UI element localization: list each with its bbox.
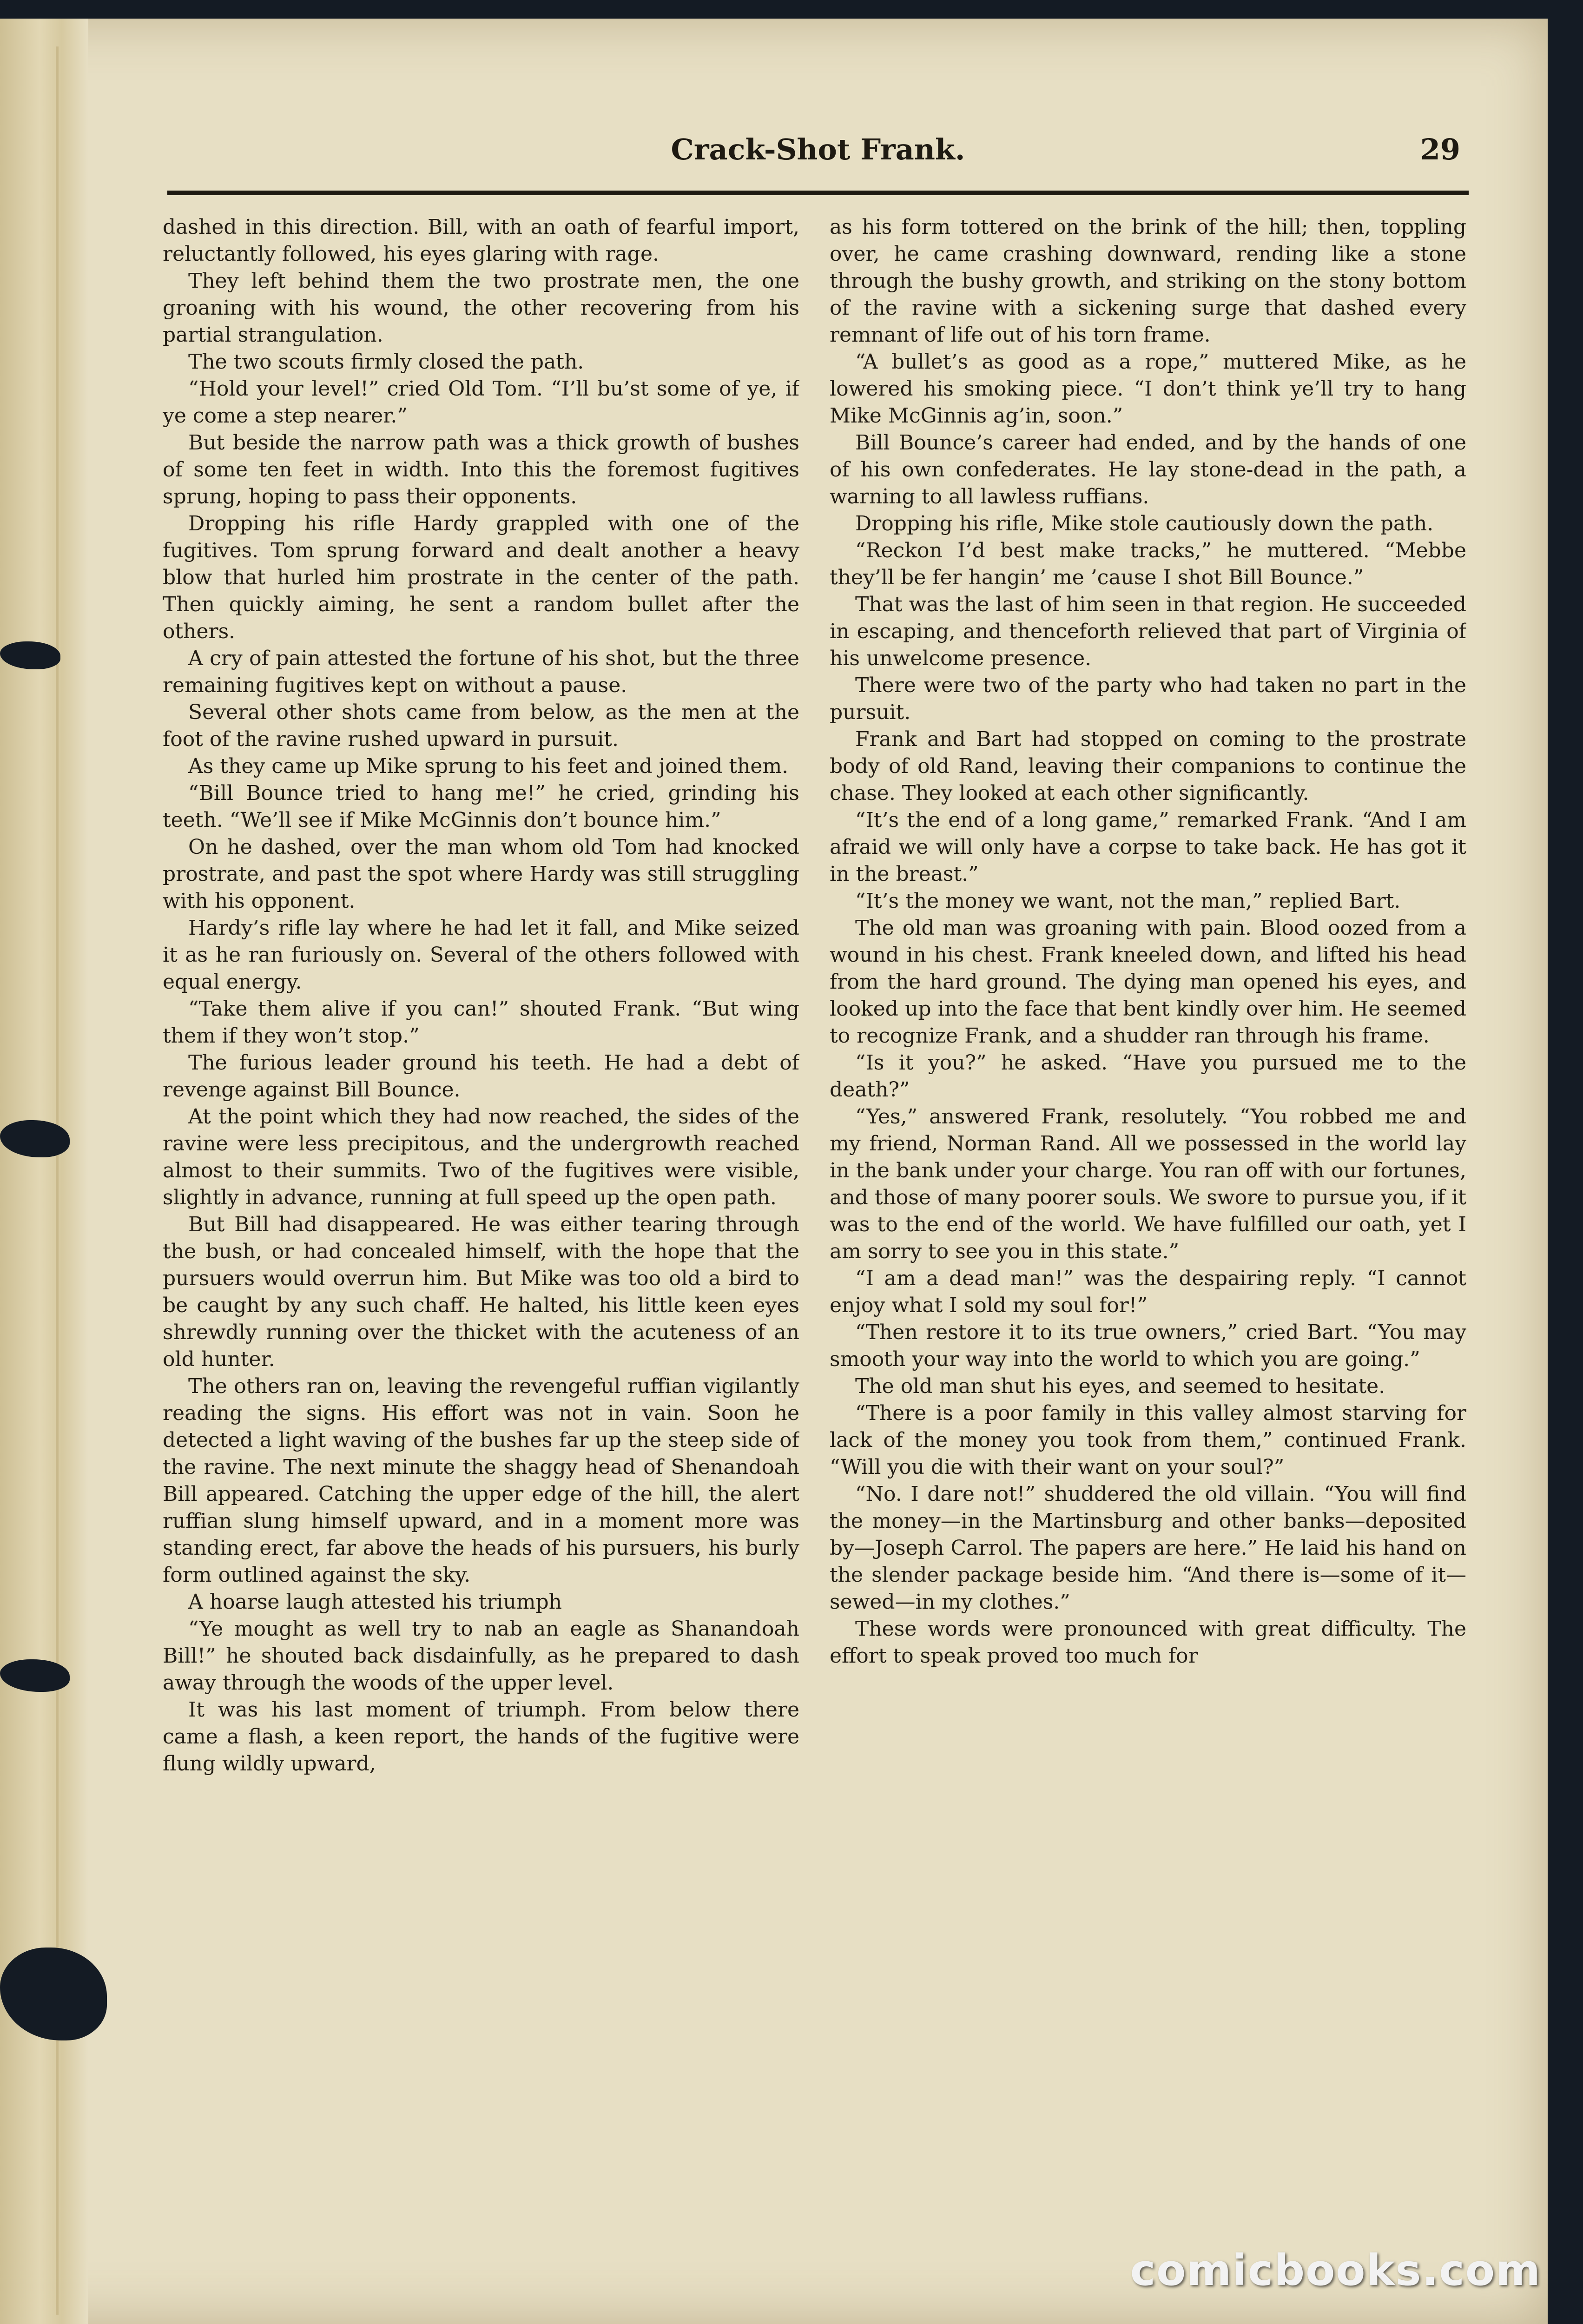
- page-number: 29: [1420, 132, 1460, 166]
- paragraph: They left behind them the two prostrate men, the one groaning with his wound, the other recovering from his partial strangulation.: [163, 269, 799, 347]
- paragraph: “Ye mought as well try to nab an eagle as Shanandoah Bill!” he shouted back disdainfully, as he prepared to dash away through the woods of the upper level.: [163, 1617, 799, 1695]
- paragraph: But beside the narrow path was a thick growth of bushes of some ten feet in width. Into this the foremost fugitives sprung, hoping to pass their opponents.: [163, 431, 799, 508]
- paragraph: The two scouts firmly closed the path.: [188, 350, 584, 374]
- paragraph: dashed in this direction. Bill, with an oath of fearful import, reluctantly followed, his eyes glaring with rage.: [163, 215, 799, 266]
- site-watermark: comicbooks.com: [1130, 2245, 1541, 2295]
- paragraph: The old man was groaning with pain. Blood oozed from a wound in his chest. Frank kneeled down, and lifted his head from the hard ground. The dying man opened his eyes, and looked up into the face that bent kindly over him. He seemed to recognize Frank, and a shudder ran through his frame.: [830, 916, 1466, 1048]
- paragraph: “Bill Bounce tried to hang me!” he cried, grinding his teeth. “We’ll see if Mike McGinnis don’t bounce him.”: [163, 781, 799, 832]
- paragraph: “Reckon I’d best make tracks,” he muttered. “Mebbe they’ll be fer hangin’ me ’cause I shot Bill Bounce.”: [830, 539, 1466, 589]
- paragraph: The furious leader ground his teeth. He had a debt of revenge against Bill Bounce.: [163, 1051, 799, 1102]
- paragraph: But Bill had disappeared. He was either tearing through the bush, or had concealed himself, with the hope that the pursuers would overrun him. But Mike was too old a bird to be caught by any such chaff. He halted, his little keen eyes shrewdly running over the thicket with the acuteness of an old hunter.: [163, 1213, 799, 1371]
- paragraph: “Then restore it to its true owners,” cried Bart. “You may smooth your way into the world to which you are going.”: [830, 1320, 1466, 1371]
- paragraph: Hardy’s rifle lay where he had let it fall, and Mike seized it as he ran furiously on. Several of the others followed with equal energy.: [163, 916, 799, 994]
- paragraph: Frank and Bart had stopped on coming to the prostrate body of old Rand, leaving their companions to continue the chase. They looked at each other significantly.: [830, 727, 1466, 805]
- paragraph: The old man shut his eyes, and seemed to hesitate.: [855, 1374, 1385, 1398]
- paragraph: “It’s the end of a long game,” remarked Frank. “And I am afraid we will only have a corpse to take back. He has got it in the breast.”: [830, 808, 1466, 886]
- paragraph: As they came up Mike sprung to his feet and joined them.: [188, 754, 789, 778]
- paragraph: On he dashed, over the man whom old Tom had knocked prostrate, and past the spot where Hardy was still struggling with his opponent.: [163, 835, 799, 913]
- paragraph: A cry of pain attested the fortune of his shot, but the three remaining fugitives kept on without a pause.: [163, 647, 799, 697]
- paragraph: “I am a dead man!” was the despairing reply. “I cannot enjoy what I sold my soul for!”: [830, 1267, 1466, 1317]
- running-title: Crack-Shot Frank.: [671, 132, 965, 166]
- paragraph: That was the last of him seen in that region. He succeeded in escaping, and thenceforth relieved that part of Virginia of his unwelcome presence.: [830, 593, 1466, 670]
- paragraph: “Is it you?” he asked. “Have you pursued me to the death?”: [830, 1051, 1466, 1102]
- paragraph: “Hold your level!” cried Old Tom. “I’ll bu’st some of ye, if ye come a step nearer.”: [163, 377, 799, 428]
- header-rule: [167, 191, 1469, 195]
- paragraph: Bill Bounce’s career had ended, and by the hands of one of his own confederates. He lay stone-dead in the path, a warning to all lawless ruffians.: [830, 431, 1466, 508]
- paragraph: These words were pronounced with great difficulty. The effort to speak proved too much for: [830, 1617, 1466, 1668]
- paragraph: “Take them alive if you can!” shouted Frank. “But wing them if they won’t stop.”: [163, 997, 799, 1048]
- paragraph: A hoarse laugh attested his triumph: [188, 1590, 562, 1614]
- paragraph: as his form tottered on the brink of the hill; then, toppling over, he came crashing downward, rending like a stone through the bushy growth, and striking on the stony bottom of the ravine with a sickening surge that dashed every remnant of life out of his torn frame.: [830, 215, 1466, 347]
- paragraph: “A bullet’s as good as a rope,” muttered Mike, as he lowered his smoking piece. “I don’t think ye’ll try to hang Mike McGinnis ag’in, soon.”: [830, 350, 1466, 428]
- paragraph: At the point which they had now reached, the sides of the ravine were less precipitous, and the undergrowth reached almost to their summits. Two of the fugitives were visible, slightly in advance, running at full speed up the open path.: [163, 1105, 799, 1209]
- paragraph: “It’s the money we want, not the man,” replied Bart.: [855, 889, 1401, 913]
- paragraph: “There is a poor family in this valley almost starving for lack of the money you took from them,” continued Frank. “Will you die with their want on your soul?”: [830, 1401, 1466, 1479]
- paragraph: Several other shots came from below, as the men at the foot of the ravine rushed upward in pursuit.: [163, 700, 799, 751]
- paragraph: The others ran on, leaving the revengeful ruffian vigilantly reading the signs. His effort was not in vain. Soon he detected a light waving of the bushes far up the steep side of the ravine. The next minute the shaggy head of Shenandoah Bill appeared. Catching the upper edge of the hill, the alert ruffian slung himself upward, and in a moment more was standing erect, far above the heads of his pursuers, his burly form outlined against the sky.: [163, 1374, 799, 1587]
- paragraph: There were two of the party who had taken no part in the pursuit.: [830, 673, 1466, 724]
- paragraph: “No. I dare not!” shuddered the old villain. “You will find the money—in the Martinsburg and other banks—deposited by—Joseph Carrol. The papers are here.” He laid his hand on the slender package beside him. “And there is—some of it—sewed—in my clothes.”: [830, 1482, 1466, 1614]
- paragraph: Dropping his rifle Hardy grappled with one of the fugitives. Tom sprung forward and dealt another a heavy blow that hurled him prostrate in the center of the path. Then quickly aiming, he sent a random bullet after the others.: [163, 512, 799, 643]
- paragraph: It was his last moment of triumph. From below there came a flash, a keen report, the hands of the fugitive were flung wildly upward,: [163, 1698, 799, 1776]
- left-column: [163, 214, 799, 2185]
- paragraph: Dropping his rifle, Mike stole cautiously down the path.: [855, 512, 1434, 535]
- paragraph: “Yes,” answered Frank, resolutely. “You robbed me and my friend, Norman Rand. All we possessed in the world lay in the bank under your charge. You ran off with our fortunes, and those of many poorer souls. We swore to pursue you, if it was to the end of the world. We have fulfilled our oath, yet I am sorry to see you in this state.”: [830, 1105, 1466, 1263]
- right-column: [830, 214, 1466, 2185]
